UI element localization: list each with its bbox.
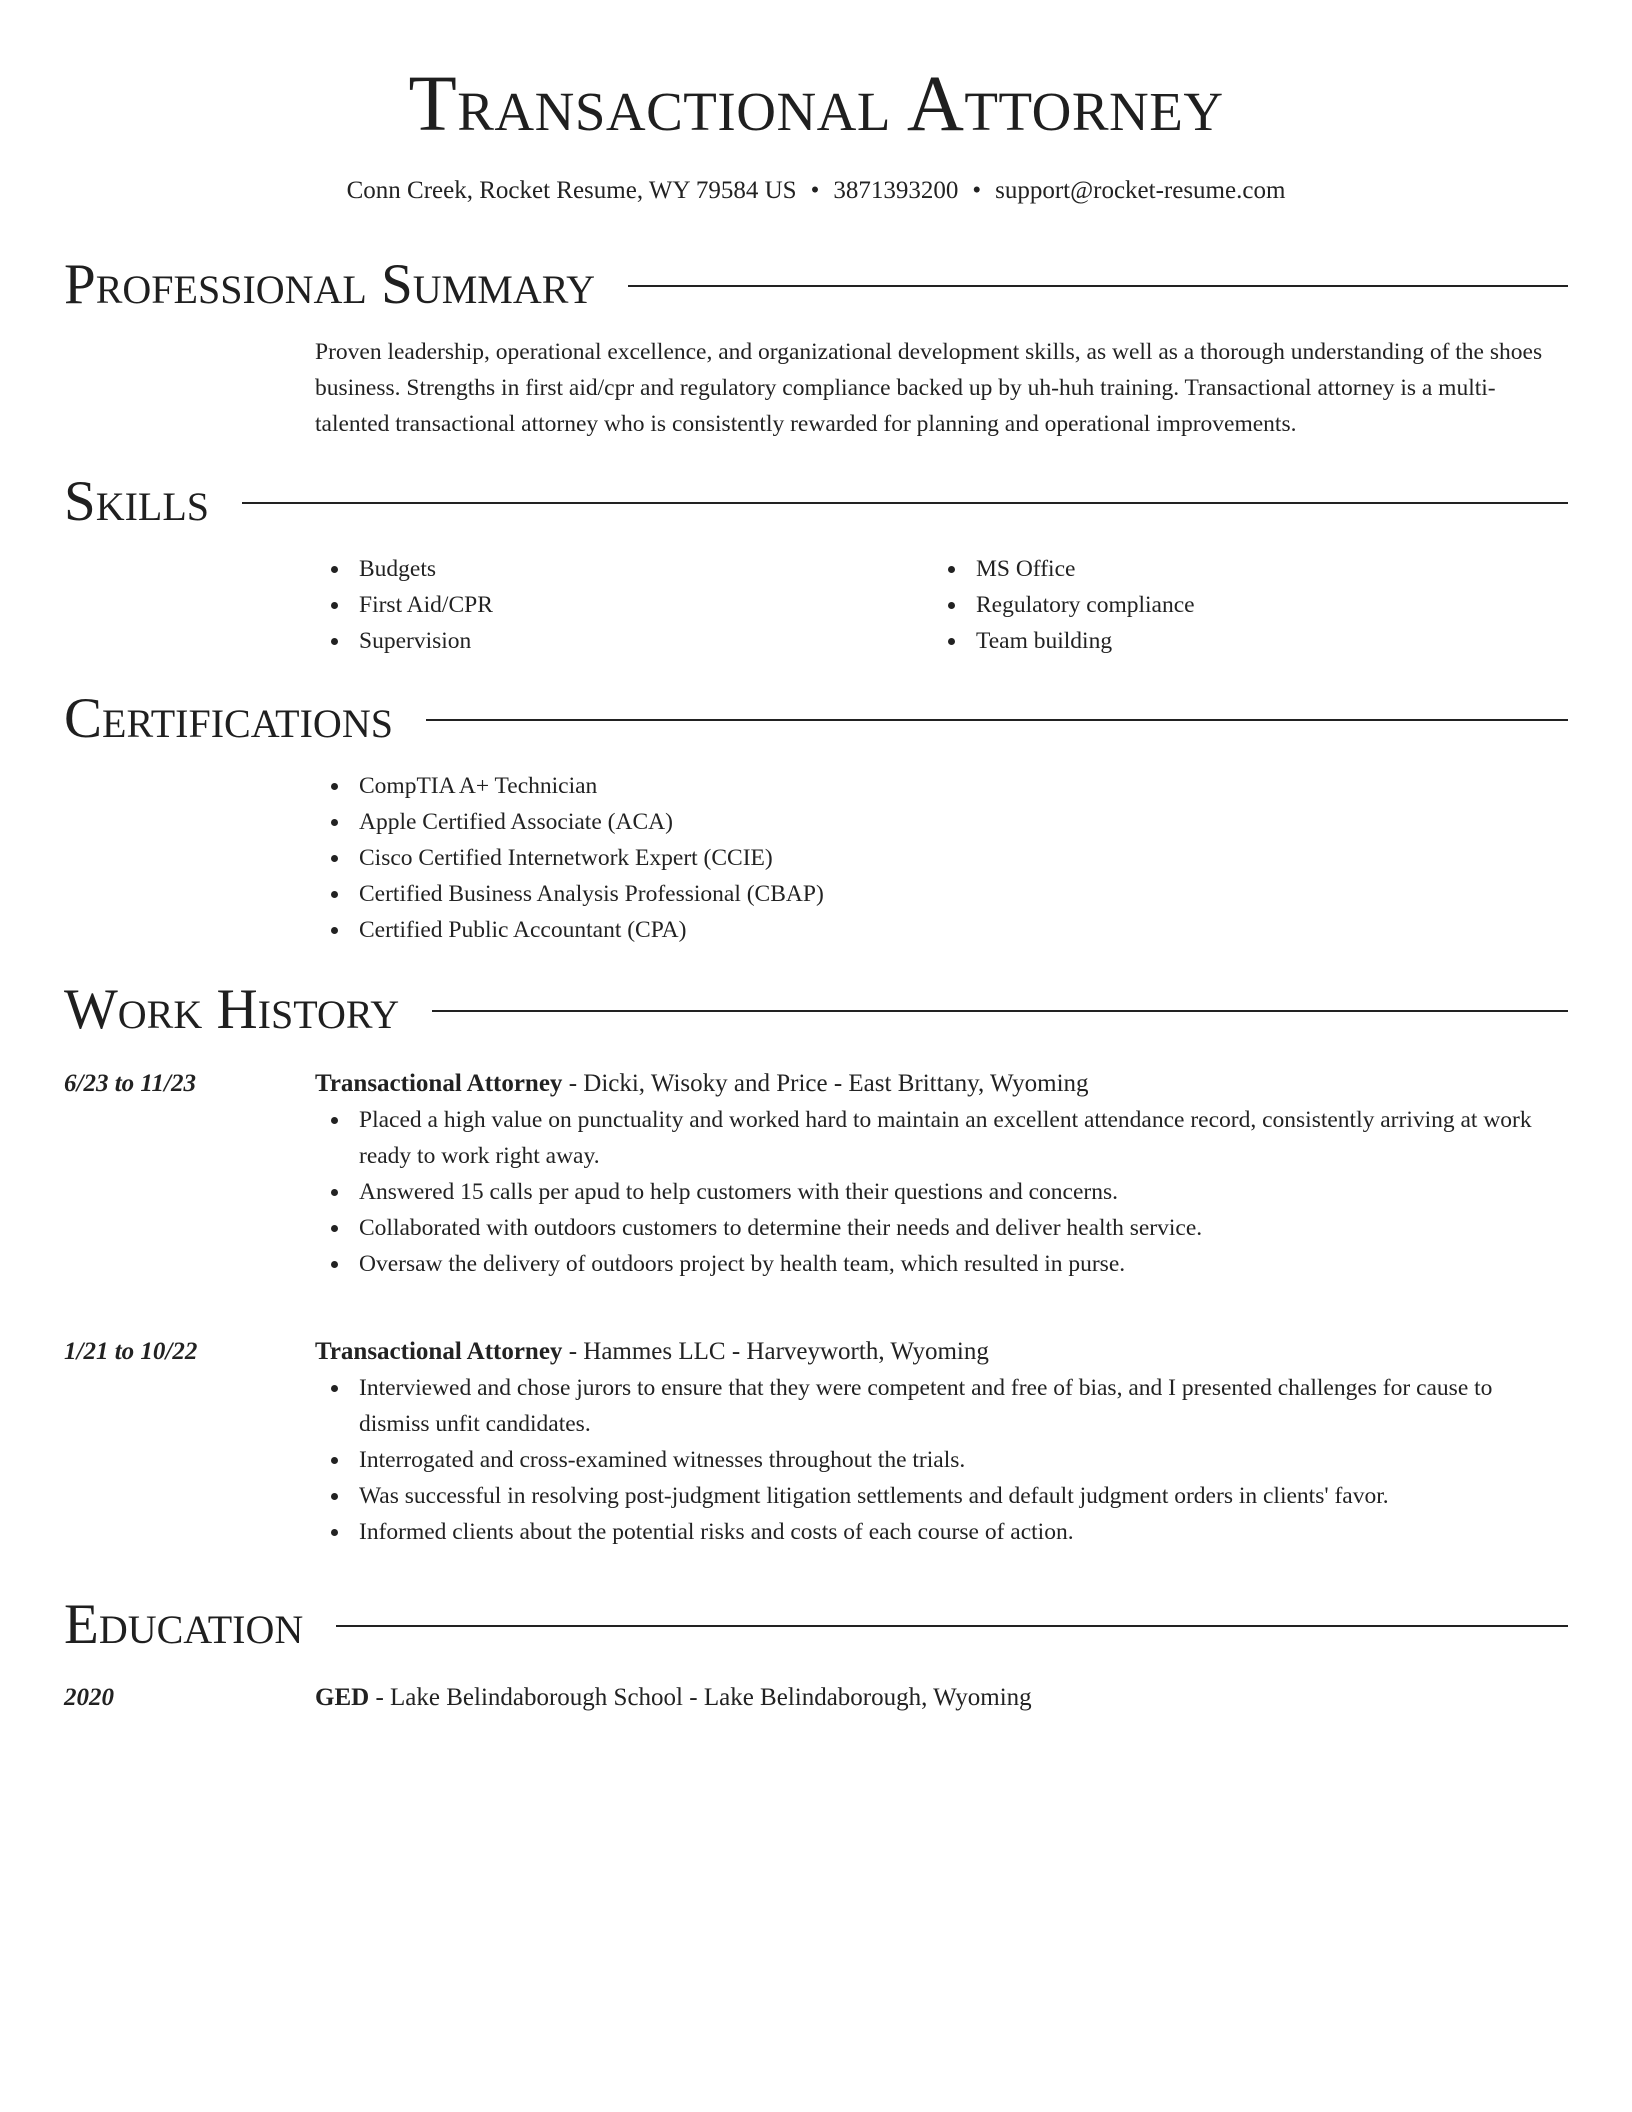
skill-item: Regulatory compliance [932, 587, 1549, 623]
contact-phone: 3871393200 [833, 177, 959, 204]
job-title-line [315, 1334, 1568, 1370]
contact-email: support@rocket-resume.com [995, 177, 1286, 204]
summary-heading: Professional Summary [64, 253, 596, 316]
work-section-header [64, 977, 1568, 1043]
summary-text: Proven leadership, operational excellence, and organizational development skills, as well as a thorough understanding of the shoes business. Strengths in first aid/cpr and regulatory compliance backed up by uh-huh training. Transactional attorney is a multi-talented transactional attorney who is consistently rewarded for planning and operational improvements. [315, 339, 1543, 437]
skills-column-left [315, 551, 932, 659]
education-year: 2020 [64, 1684, 114, 1711]
job-bullet: Interrogated and cross-examined witnesses throughout the trials. [315, 1442, 1568, 1478]
job-bullet: Answered 15 calls per apud to help customers with their questions and concerns. [315, 1174, 1568, 1210]
skills-column-right [932, 551, 1549, 659]
job-bullets [315, 1370, 1568, 1550]
skills-section-header [64, 469, 1568, 535]
summary-section-header [64, 252, 1568, 318]
education-school: - Lake Belindaborough School - Lake Belindaborough, Wyoming [369, 1684, 1032, 1711]
certification-item: Cisco Certified Internetwork Expert (CCIE) [315, 840, 1568, 876]
certifications-heading: Certifications [64, 687, 393, 750]
job-entry [315, 1066, 1568, 1282]
education-line [315, 1680, 1568, 1716]
certifications-body [315, 768, 1568, 948]
contact-line [64, 174, 1568, 208]
job-entry [315, 1334, 1568, 1550]
certifications-list [315, 768, 1568, 948]
job-title: Transactional Attorney [315, 1070, 563, 1097]
certification-item: CompTIA A+ Technician [315, 768, 1568, 804]
certifications-section-header [64, 686, 1568, 752]
skills-heading: Skills [64, 470, 210, 533]
education-degree: GED [315, 1684, 370, 1711]
contact-separator: • [972, 177, 982, 204]
candidate-name: Transactional Attorney [408, 61, 1224, 148]
job-dates: 6/23 to 11/23 [64, 1070, 196, 1097]
section-divider [336, 1625, 1568, 1627]
summary-body [315, 334, 1568, 442]
job-bullet: Placed a high value on punctuality and worked hard to maintain an excellent attendance record, consistently arriving at work ready to work right away. [315, 1102, 1568, 1174]
work-heading: Work History [64, 978, 400, 1041]
section-divider [242, 502, 1568, 504]
certification-item: Certified Business Analysis Professional (CBAP) [315, 876, 1568, 912]
skill-item: MS Office [932, 551, 1549, 587]
job-dates: 1/21 to 10/22 [64, 1338, 198, 1365]
job-bullet: Oversaw the delivery of outdoors project by health team, which resulted in purse. [315, 1246, 1568, 1282]
education-heading: Education [64, 1593, 304, 1656]
job-employer: - Dicki, Wisoky and Price - East Brittany, Wyoming [562, 1070, 1089, 1097]
section-divider [432, 1010, 1568, 1012]
job-title: Transactional Attorney [315, 1338, 563, 1365]
section-divider [628, 285, 1568, 287]
contact-separator: • [810, 177, 820, 204]
education-entry [315, 1680, 1568, 1716]
education-section-header [64, 1592, 1568, 1658]
job-bullet: Was successful in resolving post-judgment litigation settlements and default judgment orders in clients' favor. [315, 1478, 1568, 1514]
skills-list [315, 551, 1568, 659]
skill-item: Supervision [315, 623, 932, 659]
contact-address: Conn Creek, Rocket Resume, WY 79584 US [346, 177, 797, 204]
certification-item: Certified Public Accountant (CPA) [315, 912, 1568, 948]
job-bullet: Collaborated with outdoors customers to determine their needs and deliver health service. [315, 1210, 1568, 1246]
skill-item: First Aid/CPR [315, 587, 932, 623]
skill-item: Budgets [315, 551, 932, 587]
job-title-line [315, 1066, 1568, 1102]
job-bullet: Interviewed and chose jurors to ensure that they were competent and free of bias, and I presented challenges for cause to dismiss unfit candidates. [315, 1370, 1568, 1442]
skill-item: Team building [932, 623, 1549, 659]
job-employer: - Hammes LLC - Harveyworth, Wyoming [562, 1338, 989, 1365]
section-divider [426, 719, 1568, 721]
certification-item: Apple Certified Associate (ACA) [315, 804, 1568, 840]
job-bullet: Informed clients about the potential risks and costs of each course of action. [315, 1514, 1568, 1550]
job-bullets [315, 1102, 1568, 1282]
